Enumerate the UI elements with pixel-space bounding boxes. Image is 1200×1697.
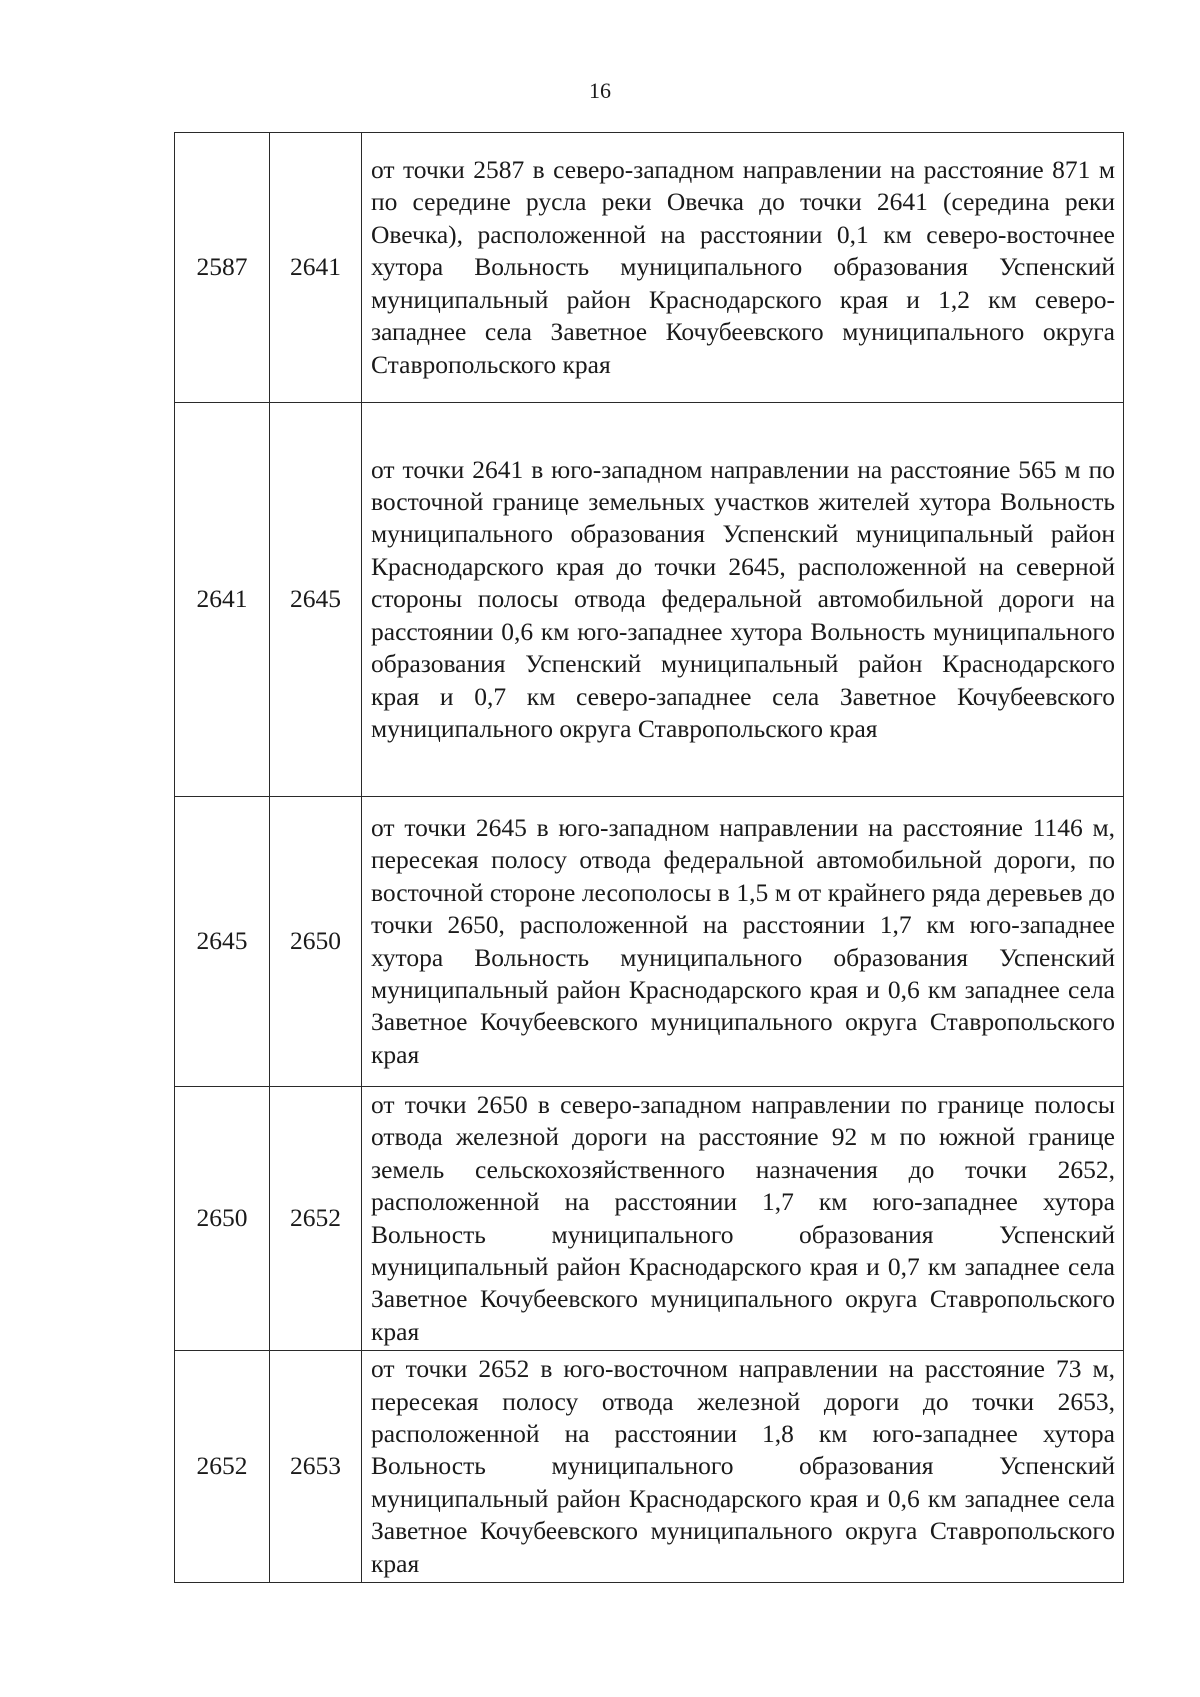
segment-description-cell: от точки 2641 в юго-западном направлении на расстояние 565 м по восточной границе земельных участков жителей хутора Вольность муниципального образования Успенский муниципальный район Краснодарского края до точки 2645, расположенной на северной стороны полосы отвода федеральной автомобильной дороги на расстоянии 0,6 км юго-западнее хутора Вольность муниципального образования Успенский муниципальный район Краснодарского края и 0,7 км северо-западнее села Заветное Кочубеевского муниципального округа Ставропольского края [362, 403, 1124, 797]
from-point-cell: 2641 [175, 403, 270, 797]
to-point-cell: 2652 [270, 1087, 362, 1351]
boundary-description-table [174, 132, 1124, 1583]
table-row [175, 1351, 1124, 1583]
from-point-cell: 2652 [175, 1351, 270, 1583]
to-point-cell: 2653 [270, 1351, 362, 1583]
segment-description-cell: от точки 2587 в северо-западном направлении на расстояние 871 м по середине русла реки Овечка до точки 2641 (середина реки Овечка), расположенной на расстоянии 0,1 км северо-восточнее хутора Вольность муниципального образования Успенский муниципальный район Краснодарского края и 1,2 км северо-западнее села Заветное Кочубеевского муниципального округа Ставропольского края [362, 133, 1124, 403]
to-point-cell: 2641 [270, 133, 362, 403]
table-row [175, 1087, 1124, 1351]
from-point-cell: 2650 [175, 1087, 270, 1351]
segment-description-cell: от точки 2645 в юго-западном направлении на расстояние 1146 м, пересекая полосу отвода федеральной автомобильной дороги, по восточной стороне лесополосы в 1,5 м от крайнего ряда деревьев до точки 2650, расположенной на расстоянии 1,7 км юго-западнее хутора Вольность муниципального образования Успенский муниципальный район Краснодарского края и 0,6 км западнее села Заветное Кочубеевского муниципального округа Ставропольского края [362, 797, 1124, 1087]
table-row [175, 403, 1124, 797]
to-point-cell: 2645 [270, 403, 362, 797]
table-row [175, 797, 1124, 1087]
segment-description-cell: от точки 2650 в северо-западном направлении по границе полосы отвода железной дороги на расстояние 92 м по южной границе земель сельскохозяйственного назначения до точки 2652, расположенной на расстоянии 1,7 км юго-западнее хутора Вольность муниципального образования Успенский муниципальный район Краснодарского края и 0,7 км западнее села Заветное Кочубеевского муниципального округа Ставропольского края [362, 1087, 1124, 1351]
from-point-cell: 2645 [175, 797, 270, 1087]
page-number: 16 [589, 78, 611, 103]
from-point-cell: 2587 [175, 133, 270, 403]
to-point-cell: 2650 [270, 797, 362, 1087]
table-row [175, 133, 1124, 403]
segment-description-cell: от точки 2652 в юго-восточном направлении на расстояние 73 м, пересекая полосу отвода железной дороги до точки 2653, расположенной на расстоянии 1,8 км юго-западнее хутора Вольность муниципального образования Успенский муниципальный район Краснодарского края и 0,6 км западнее села Заветное Кочубеевского муниципального округа Ставропольского края [362, 1351, 1124, 1583]
